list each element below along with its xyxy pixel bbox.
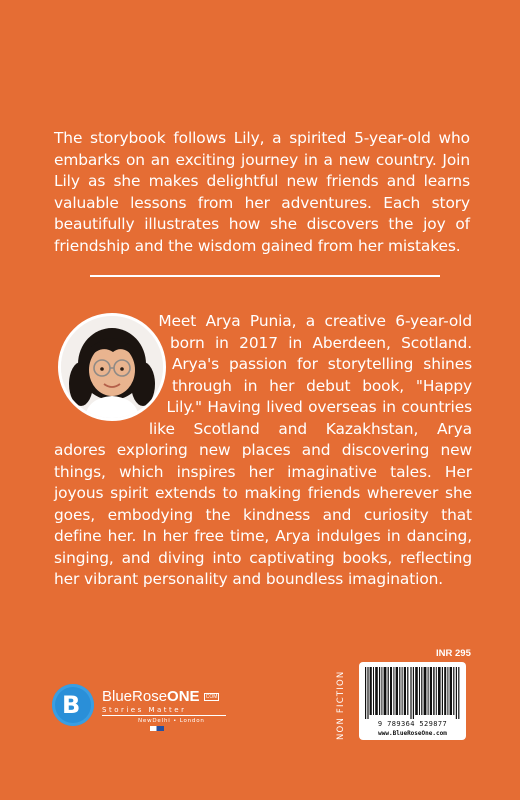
section-divider (90, 275, 440, 277)
publisher-cities: NewDelhi • London (138, 718, 205, 724)
publisher-name (102, 688, 219, 705)
publisher-rule (102, 715, 226, 716)
author-section (54, 311, 472, 591)
barcode-icon (365, 667, 460, 719)
publisher-website: www.BlueRoseOne.com (378, 730, 447, 737)
publisher-name-one: ONE (167, 688, 200, 705)
isbn-number: 9 789364 529877 (377, 720, 448, 728)
author-bio: Meet Arya Punia, a creative 6-year-old born in 2017 in Aberdeen, Scotland. Arya's passion for storytelling shines through in her debut book, "Happy Lily." Having lived overseas in countries like Scotland and Kazakhstan, Arya adores exploring new places and discovering new things, which inspires her imaginative tales. Her joyous spirit extends to making friends wherever she goes, embodying the kindness and curiosity that define her. In her free time, Arya indulges in dancing, singing, and diving into captivating books, reflecting her vibrant personality and boundless imagination. (54, 312, 472, 588)
publisher-box: COM (205, 694, 218, 701)
author-photo (58, 313, 166, 421)
logo-mark-letter: B (62, 691, 81, 719)
price-label: INR 295 (436, 648, 471, 659)
publisher-logo (52, 684, 232, 734)
bluerose-logo-icon (52, 684, 94, 726)
publisher-name-blue: BlueRose (102, 688, 168, 705)
genre-label: NON FICTION (336, 670, 346, 740)
flags-icon (150, 726, 164, 731)
book-blurb: The storybook follows Lily, a spirited 5-year-old who embarks on an exciting journey in a new country. Join Lily as she makes delightful new friends and learns valuable lessons from her adventures. Each story beautifully illustrates how she discovers the joy of friendship and the wisdom gained from her mistakes. (54, 129, 470, 255)
barcode-panel (359, 662, 466, 740)
publisher-tagline: Stories Matter (102, 706, 187, 714)
